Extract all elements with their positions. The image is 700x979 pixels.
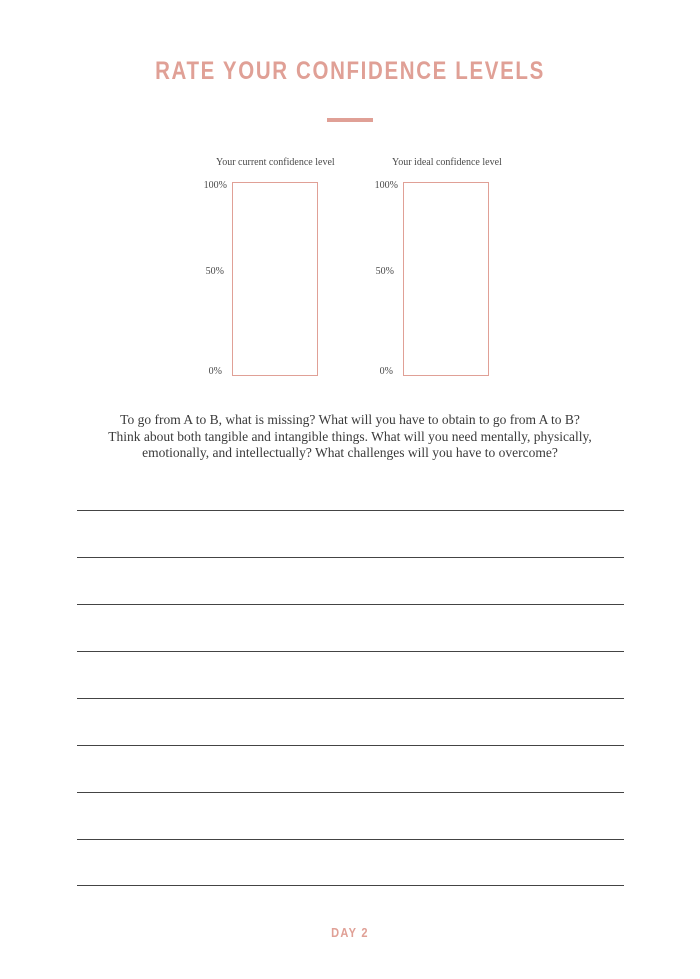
page-title: RATE YOUR CONFIDENCE LEVELS bbox=[155, 57, 545, 85]
gauge-current-label: Your current confidence level bbox=[216, 157, 335, 168]
gauge-ideal-tick-50: 50% bbox=[375, 266, 394, 277]
writing-line[interactable] bbox=[77, 604, 624, 605]
gauge-ideal-tick-0: 0% bbox=[379, 366, 393, 377]
writing-line[interactable] bbox=[77, 885, 624, 886]
writing-line[interactable] bbox=[77, 792, 624, 793]
prompt-line: emotionally, and intellectually? What challenges will you have to overcome? bbox=[142, 445, 558, 460]
writing-line[interactable] bbox=[77, 510, 624, 511]
prompt-line: To go from A to B, what is missing? What will you have to obtain to go from A to B? bbox=[120, 412, 580, 427]
gauge-current-box[interactable] bbox=[232, 182, 318, 376]
writing-line[interactable] bbox=[77, 839, 624, 840]
prompt-line: Think about both tangible and intangible things. What will you need mentally, physically, bbox=[108, 428, 592, 444]
writing-line[interactable] bbox=[77, 698, 624, 699]
gauge-current-tick-0: 0% bbox=[208, 366, 222, 377]
gauge-current-tick-100: 100% bbox=[203, 180, 227, 191]
gauge-ideal-tick-100: 100% bbox=[374, 180, 398, 191]
gauge-ideal-label: Your ideal confidence level bbox=[392, 157, 502, 168]
gauge-current-tick-50: 50% bbox=[205, 266, 224, 277]
writing-line[interactable] bbox=[77, 557, 624, 558]
title-divider bbox=[327, 118, 373, 122]
day-label: DAY 2 bbox=[331, 925, 369, 940]
reflection-prompt bbox=[60, 412, 640, 462]
writing-line[interactable] bbox=[77, 745, 624, 746]
gauge-ideal-box[interactable] bbox=[403, 182, 489, 376]
writing-line[interactable] bbox=[77, 651, 624, 652]
